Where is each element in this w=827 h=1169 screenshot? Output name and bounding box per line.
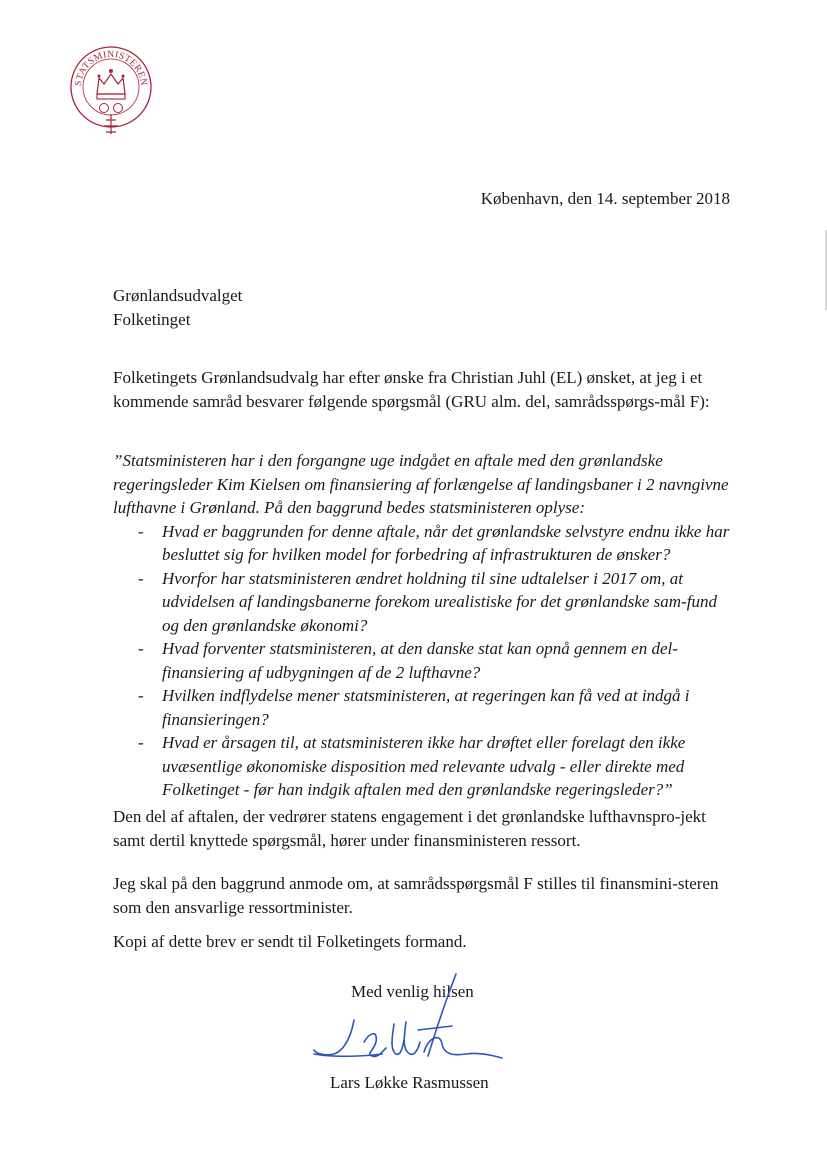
question-text: Hvilken indflydelse mener statsministeren, at regeringen kan få ved at indgå i finansieringen? xyxy=(162,686,690,729)
question-text: Hvad forventer statsministeren, at den danske stat kan opnå gennem en del-finansiering af udbygningen af de 2 lufthavne? xyxy=(162,639,678,682)
request-paragraph: Jeg skal på den baggrund anmode om, at samrådsspørgsmål F stilles til finansmini-steren som den ansvarlige ressortminister. xyxy=(113,874,719,917)
question-item: - Hvad er årsagen til, at statsministeren ikke har drøftet eller forelagt den ikke uvæsentlige økonomiske disposition med relevante udvalg - eller direkte med Folketinget - før han indgik aftalen med den grønlandske regeringsleder?” xyxy=(138,733,686,799)
recipient-block xyxy=(113,284,242,332)
handwritten-signature xyxy=(306,970,506,1075)
signer-name: Lars Løkke Rasmussen xyxy=(330,1073,489,1092)
quoted-question xyxy=(113,449,733,802)
intro-paragraph: Folketingets Grønlandsudvalg har efter ønske fra Christian Juhl (EL) ønsket, at jeg i et kommende samråd besvarer følgende spørgsmål (GRU alm. del, samrådsspørgs-mål F): xyxy=(113,368,710,411)
recipient-institution: Folketinget xyxy=(113,310,191,329)
recipient-name: Grønlandsudvalget xyxy=(113,286,243,305)
question-list xyxy=(113,520,733,802)
question-text: Hvad er baggrunden for denne aftale, når det grønlandske selvstyre endnu ikke har besluttet sig for hvilken model for forbedring af infrastrukturen de ønsker? xyxy=(162,521,730,564)
quote-intro: ”Statsministeren har i den forgangne uge indgået en aftale med den grønlandske regeringsleder Kim Kielsen om finansiering af forlængelse af landingsbaner i 2 navngivne lufthavne i Grønland. På den baggrund bedes statsministeren oplyse: xyxy=(113,451,729,517)
seal-text: STATSMINISTEREN xyxy=(73,49,149,87)
svg-text:STATSMINISTEREN xyxy=(74,50,148,87)
closing-greeting: Med venlig hilsen xyxy=(351,982,474,1001)
question-item: - Hvad er baggrunden for denne aftale, når det grønlandske selvstyre endnu ikke har besluttet sig for hvilken model for forbedring af infrastrukturen de ønsker? xyxy=(138,521,730,564)
ressort-paragraph: Den del af aftalen, der vedrører statens engagement i det grønlandske lufthavnspro-jekt samt dertil knyttede spørgsmål, hører under finansministeren ressort. xyxy=(113,807,706,850)
date-line: København, den 14. september 2018 xyxy=(480,189,730,208)
royal-seal-logo xyxy=(68,44,154,142)
question-item: - Hvad forventer statsministeren, at den danske stat kan opnå gennem en del-finansiering af udbygningen af de 2 lufthavne? xyxy=(138,639,678,682)
question-text: Hvad er årsagen til, at statsministeren ikke har drøftet eller forelagt den ikke uvæsentlige økonomiske disposition med relevante udvalg - eller direkte med Folketinget - før han indgik aftalen med den grønlandske regeringsleder?” xyxy=(162,733,686,799)
question-item: - Hvilken indflydelse mener statsministeren, at regeringen kan få ved at indgå i finansieringen? xyxy=(138,686,690,729)
question-item: - Hvorfor har statsministeren ændret holdning til sine udtalelser i 2017 om, at udvidelsen af landingsbanerne forekom urealistiske for det grønlandske sam-fund og den grønlandske økonomi? xyxy=(138,568,717,635)
copy-note-paragraph: Kopi af dette brev er sendt til Folketingets formand. xyxy=(113,932,467,951)
question-text: Hvorfor har statsministeren ændret holdning til sine udtalelser i 2017 om, at udvidelsen af landingsbanerne forekom urealistiske for det grønlandske sam-fund og den grønlandske økonomi? xyxy=(162,568,717,635)
